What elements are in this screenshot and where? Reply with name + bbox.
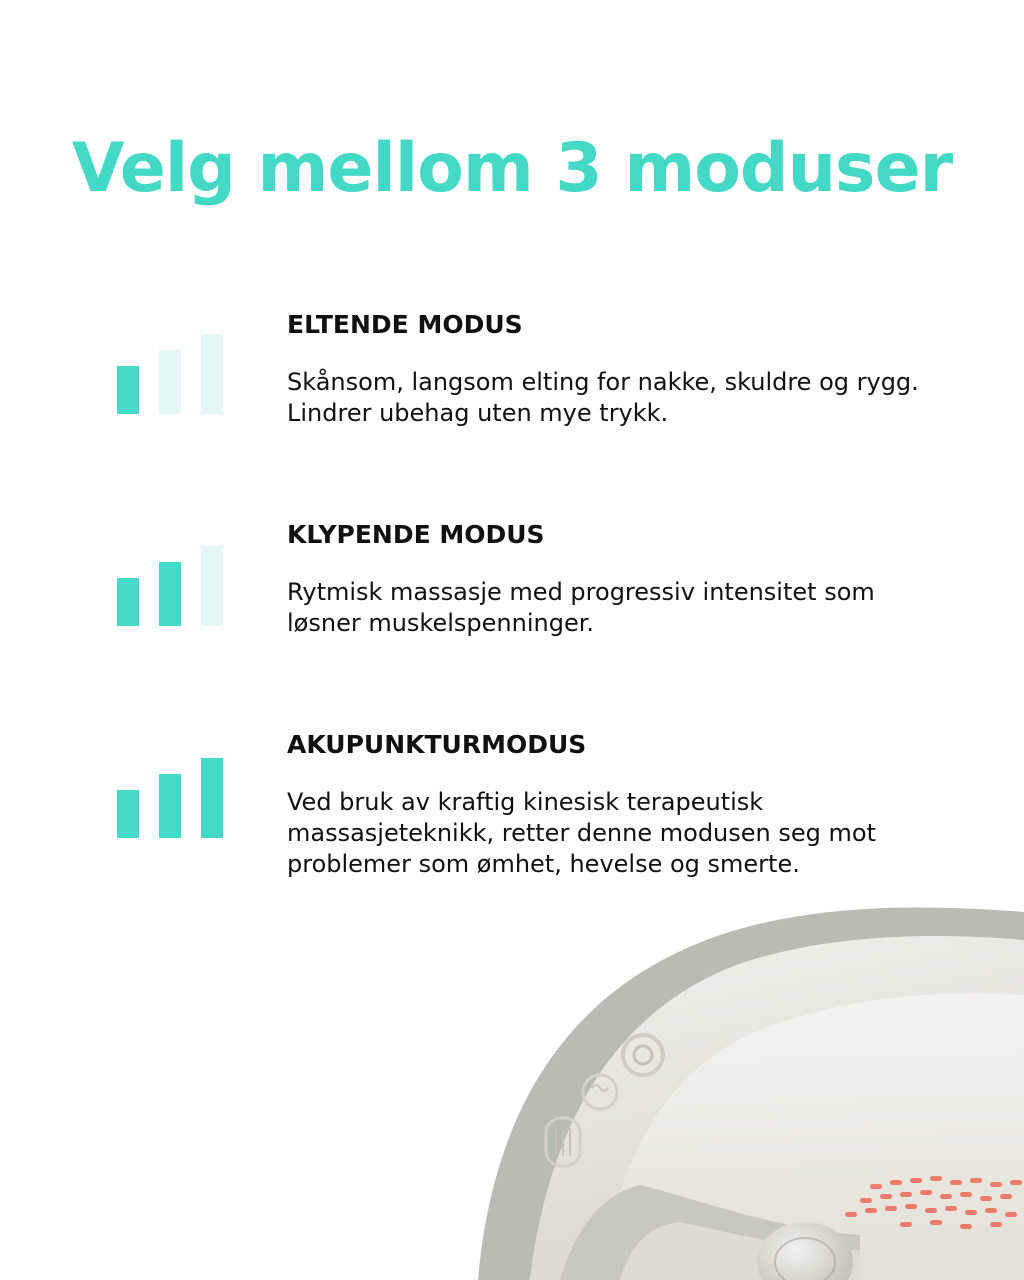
intensity-bar-2 [159, 562, 181, 626]
intensity-bar-1 [117, 790, 139, 838]
intensity-bars-icon [117, 544, 227, 626]
intensity-bars-icon [117, 332, 227, 414]
mode-item-acupuncture [0, 720, 1024, 920]
intensity-bar-3 [201, 546, 223, 626]
intensity-bar-1 [117, 578, 139, 626]
page-title: Velg mellom 3 moduser [71, 129, 953, 208]
mode-item-pinching [0, 510, 1024, 710]
mode-title: AKUPUNKTURMODUS [287, 730, 587, 759]
mode-title: ELTENDE MODUS [287, 310, 523, 339]
intensity-bars-icon [117, 756, 227, 838]
mode-description: Skånsom, langsom elting for nakke, skuldre og rygg. Lindrer ubehag uten mye trykk. [287, 368, 919, 427]
mode-description: Rytmisk massasje med progressiv intensitet som løsner muskelspenninger. [287, 578, 875, 637]
intensity-bar-1 [117, 366, 139, 414]
mode-description: Ved bruk av kraftig kinesisk terapeutisk massasjeteknikk, retter denne modusen seg mot problemer som ømhet, hevelse og smerte. [287, 788, 876, 878]
mode-title: KLYPENDE MODUS [287, 520, 545, 549]
mode-item-kneading [0, 300, 1024, 500]
intensity-bar-2 [159, 774, 181, 838]
intensity-bar-3 [201, 758, 223, 838]
intensity-bar-2 [159, 350, 181, 414]
intensity-bar-3 [201, 334, 223, 414]
